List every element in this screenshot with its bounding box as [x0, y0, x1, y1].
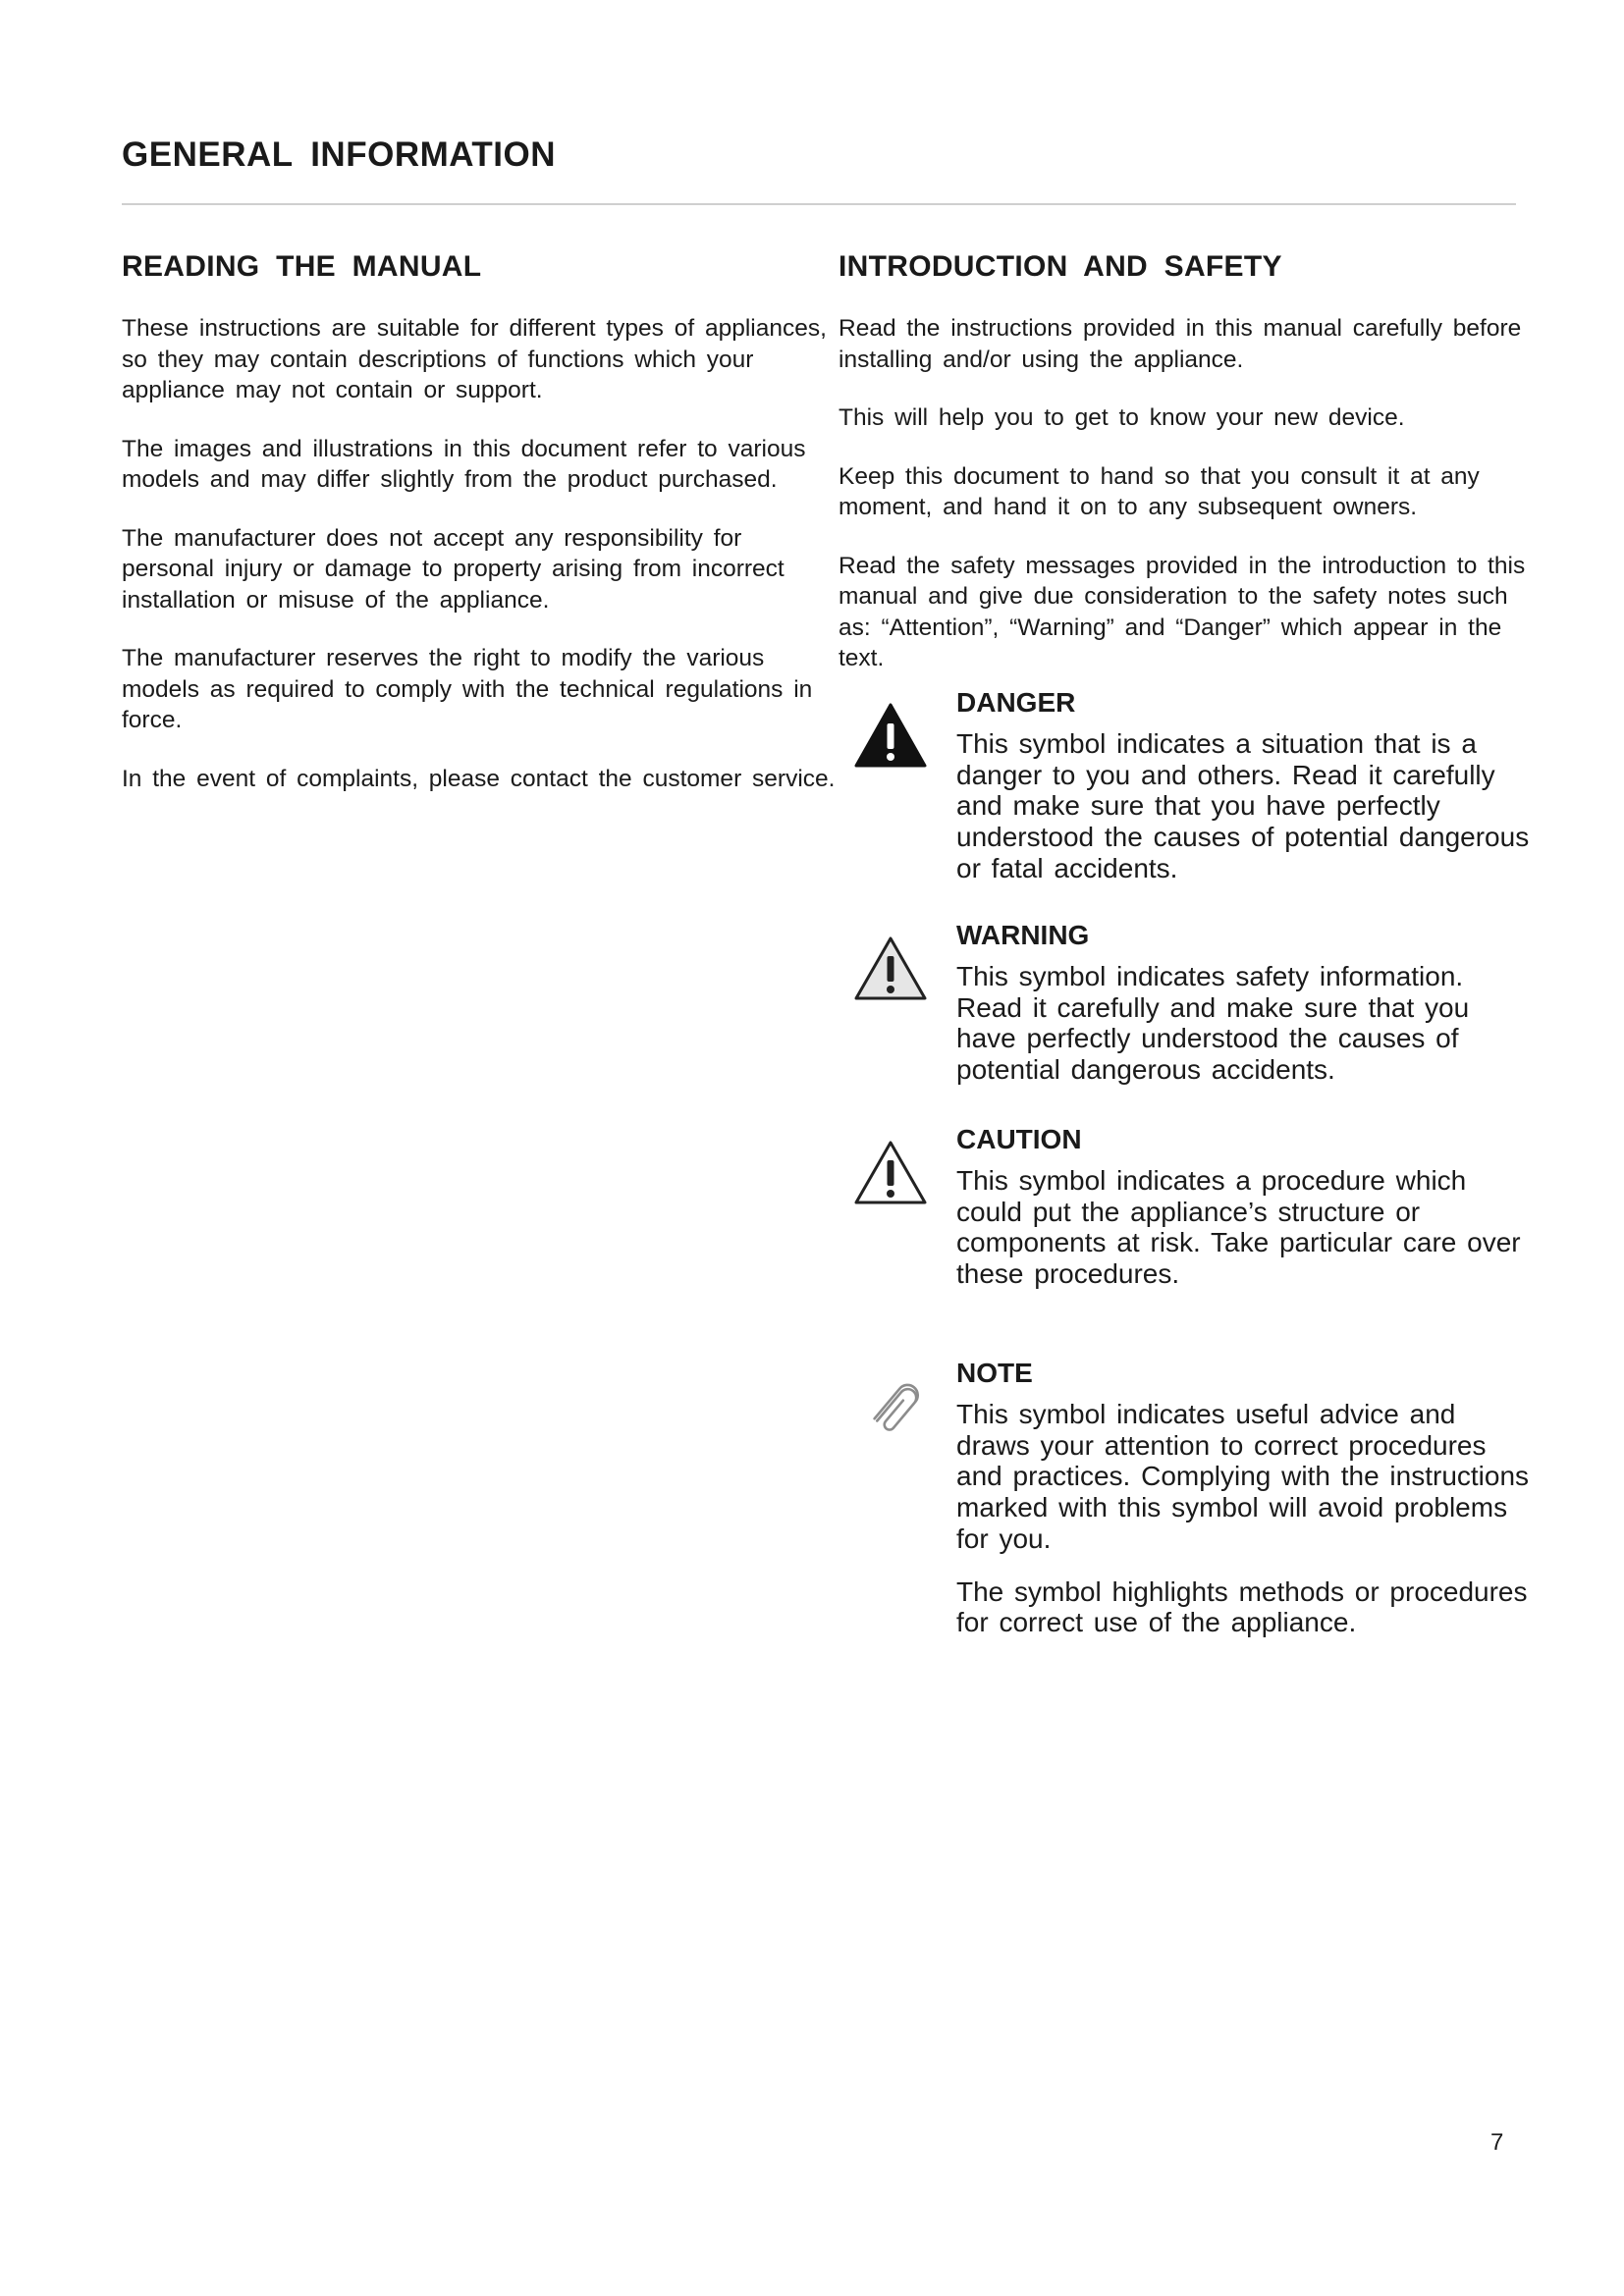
paragraph: The manufacturer does not accept any responsibility for personal injury or damage to property arising from incorrect installation or misuse of the appliance. [122, 524, 785, 614]
page-number: 7 [1490, 2129, 1504, 2156]
paragraph: The images and illustrations in this document refer to various models and may differ slightly from the product purchased. [122, 435, 806, 493]
notice-title: DANGER [956, 687, 1076, 718]
paragraph: Read the safety messages provided in the introduction to this manual and give due consideration to the safety notes such as: “Attention”, “Warning” and “Danger” which appear in the text. [839, 552, 1526, 671]
warning-triangle-icon [853, 934, 928, 1001]
notice-text: This symbol indicates useful advice and draws your attention to correct procedures and practices. Complying with the instructions marked with this symbol will avoid problems for you. [956, 1399, 1530, 1554]
paragraph: These instructions are suitable for different types of appliances, so they may contain descriptions of functions which your appliance may not contain or support. [122, 315, 827, 403]
section-heading: READING THE MANUAL [122, 250, 482, 283]
notice-text: This symbol indicates a procedure which could put the appliance’s structure or components at risk. Take particular care over these procedures. [956, 1165, 1521, 1290]
header-divider [122, 203, 1516, 205]
reading-the-manual-section [122, 250, 843, 822]
paragraph: In the event of complaints, please contact the customer service. [122, 765, 836, 792]
paragraph: Keep this document to hand so that you consult it at any moment, and hand it on to any subsequent owners. [839, 462, 1480, 520]
section-heading: INTRODUCTION AND SAFETY [839, 250, 1282, 283]
notice-text: This symbol indicates a situation that is a danger to you and others. Read it carefully and make sure that you have perfectly understood the causes of potential dangerous or fatal accidents. [956, 728, 1530, 883]
notice-text: This symbol indicates safety information. Read it carefully and make sure that you have perfectly understood the causes of potential dangerous accidents. [956, 961, 1470, 1086]
introduction-and-safety-section [839, 250, 1555, 702]
paragraph: This will help you to get to know your new device. [839, 404, 1405, 431]
notice-title: WARNING [956, 920, 1090, 950]
notice-title: CAUTION [956, 1124, 1082, 1154]
notice-text: The symbol highlights methods or procedures for correct use of the appliance. [956, 1575, 1528, 1638]
page-title: GENERAL INFORMATION [122, 135, 557, 174]
paragraph: The manufacturer reserves the right to modify the various models as required to comply with the technical regulations in force. [122, 645, 813, 733]
notice-title: NOTE [956, 1358, 1033, 1388]
danger-filled-triangle-icon [853, 702, 928, 769]
paperclip-icon [863, 1377, 928, 1442]
paragraph: Read the instructions provided in this manual carefully before installing and/or using the appliance. [839, 315, 1522, 373]
caution-triangle-icon [853, 1139, 928, 1205]
